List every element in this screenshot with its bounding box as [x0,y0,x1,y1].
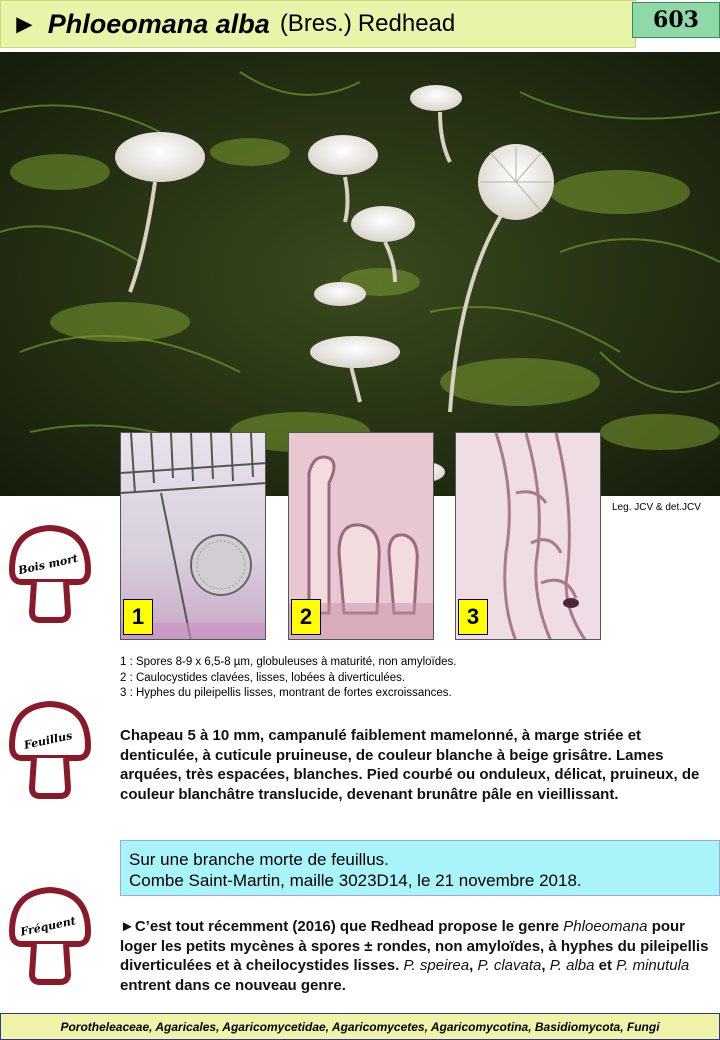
micrograph-spore [120,432,266,640]
title-arrow: ► [11,8,38,39]
genus-name: Phloeomana [563,918,648,935]
habitat-location: Combe Saint-Martin, maille 3023D14, le 21 novembre 2018. [129,871,582,890]
mushroom-badge-icon [8,698,92,808]
sheet-number: 603 [632,2,720,38]
mushroom-photo-image [0,52,720,496]
badge-frequent [8,884,92,994]
badge-feuillus [8,698,92,808]
mushroom-badge-icon [8,884,92,994]
species-description: Chapeau 5 à 10 mm, campanulé faiblement mamelonné, à marge striée et denticulée, à cuticule pruineuse, de couleur blanche à beige grisâtre. Lames arquées, très espacées, blanches. Pied courbé ou onduleux, délicat, pruineux, de couleur blanchâtre translucide, devenant brunâtre pâle en vieillissant. [120,727,700,803]
micrograph-caulocystidia [288,432,434,640]
species-ref-2: P. clavata [477,957,542,974]
badge-text-2: Feuillus [22,729,74,752]
species-ref-4: P. minutula [616,957,690,974]
author-name: Redhead [357,10,456,37]
author-abbrev: (Bres.) [279,10,352,37]
main-photo [0,52,720,496]
badge-text-1: Bois mort [17,551,80,578]
title-bar [0,0,636,48]
caption-1: 1 : Spores 8-9 x 6,5-8 µm, globuleuses à maturité, non amyloïdes. [120,656,457,668]
micrograph-captions [120,655,456,702]
habitat-box [120,840,720,896]
species-name: Phloeomana alba [47,8,270,39]
taxonomy-bar: Porotheleaceae, Agaricales, Agaricomycetidae, Agaricomycetes, Agaricomycotina, Basidiomycota, Fungi [0,1013,720,1040]
leg-credit: Leg. JCV & det.JCV [612,502,701,513]
genus-note: ►C’est tout récemment (2016) que Redhead propose le genre Phloeomana pour loger les petits mycènes à spores ± rondes, non amyloïdes, à hyphes du pileipellis diverticulées et à cheilocystides lisses. P. speirea, P. clavata, P. alba et P. minutula entrent dans ce nouveau genre. [120,918,709,994]
habitat-substrate: Sur une branche morte de feuillus. [129,850,389,869]
species-ref-1: P. speirea [403,957,470,974]
caption-3: 3 : Hyphes du pileipellis lisses, montrant de fortes excroissances. [120,687,452,699]
species-ref-3: P. alba [549,957,595,974]
badge-text-3: Fréquent [19,914,77,939]
micrograph-label-2: 2 [291,599,321,635]
badge-bois-mort [8,522,92,632]
caption-2: 2 : Caulocystides clavées, lisses, lobées à diverticulées. [120,671,406,684]
micrograph-label-1: 1 [123,599,153,635]
mushroom-badge-icon [8,522,92,632]
micrograph-pileipellis [455,432,601,640]
micrograph-label-3: 3 [458,599,488,635]
